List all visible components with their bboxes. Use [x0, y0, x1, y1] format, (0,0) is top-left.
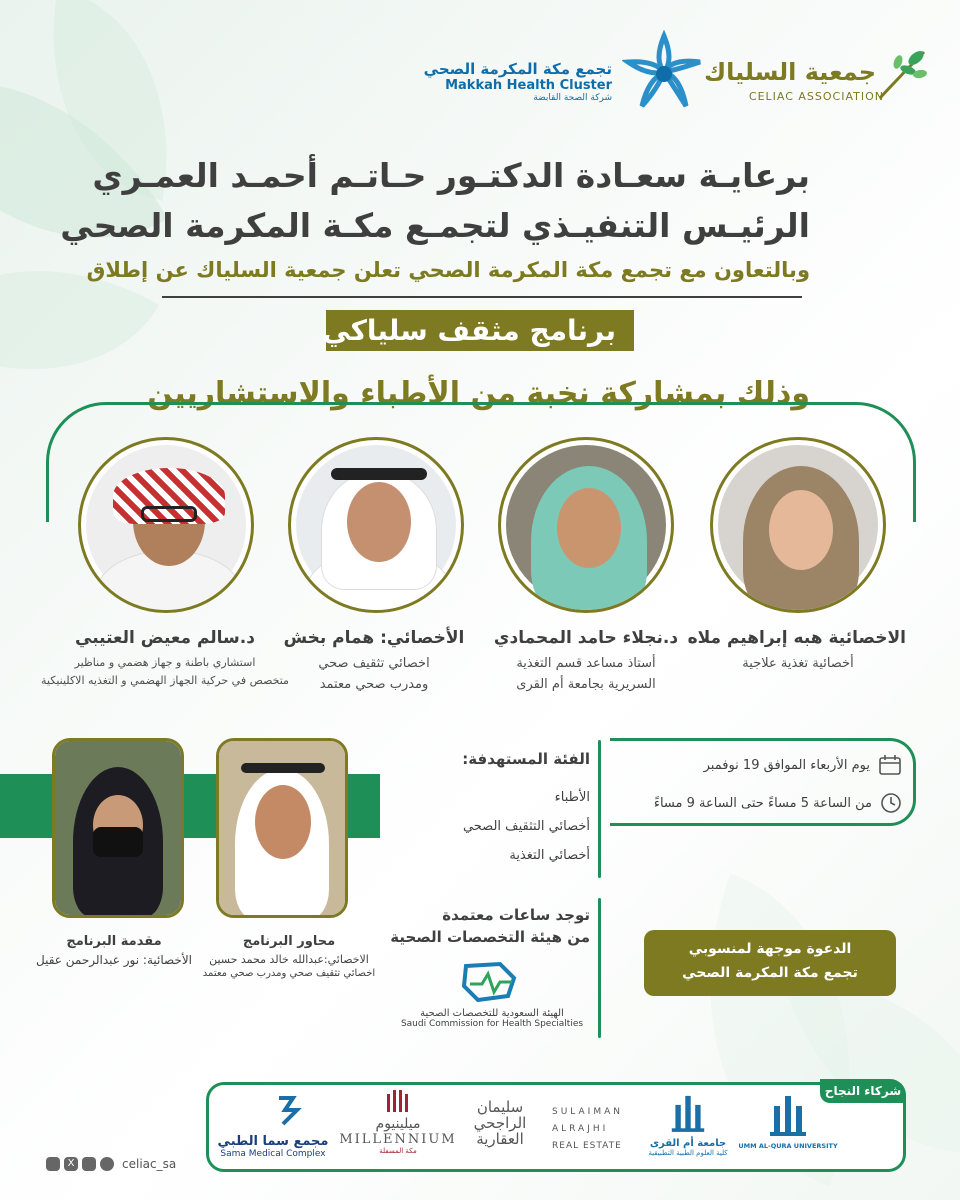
- millennium-emblem-icon: [385, 1090, 411, 1112]
- millennium-logo: [336, 1090, 460, 1166]
- speaker-name: د.سالم معيض العتيبي: [75, 628, 255, 648]
- schedule-time-row: [624, 792, 902, 814]
- invitation-box: [644, 930, 896, 996]
- social-handle[interactable]: celiac_sa: [122, 1157, 177, 1171]
- invite-line-2: تجمع مكة المكرمة الصحي: [682, 964, 858, 981]
- millennium-name-en: MILLENNIUM: [339, 1132, 457, 1147]
- title-line-3: وبالتعاون مع تجمع مكة المكرمة الصحي تعلن جمعية السلياك عن إطلاق: [86, 258, 810, 282]
- uqu-name-en: UMM AL-QURA UNIVERSITY: [738, 1142, 838, 1150]
- title-line-2: الرئيـس التنفيـذي لتجمـع مكـة المكرمة الصحي: [60, 206, 810, 245]
- credits-line-1: توجد ساعات معتمدة: [442, 906, 590, 924]
- partners-label: شركاء النجاح: [820, 1079, 906, 1103]
- sama-name-en: Sama Medical Complex: [220, 1149, 326, 1159]
- speaker-name: الاخصائية هبه إبراهيم ملاه: [687, 628, 906, 648]
- event-time: من الساعة 5 مساءً حتى الساعة 9 مساءً: [653, 795, 872, 811]
- speaker-card: [478, 628, 694, 696]
- rajhi-en-3: REAL ESTATE: [552, 1141, 622, 1152]
- audience-item: أخصائي التثقيف الصحي: [462, 819, 590, 834]
- uqu-logo: [738, 1092, 838, 1168]
- title-line-4: وذلك بمشاركة نخبة من الأطباء والاستشاريين: [147, 376, 810, 411]
- makkah-cluster-logo: [423, 60, 612, 103]
- speaker-card: [266, 628, 482, 696]
- makkah-emblem-icon: [622, 30, 706, 114]
- sama-emblem-icon: [243, 1090, 303, 1130]
- presenter-info: [14, 934, 214, 967]
- uqu-college-emblem-icon: [670, 1092, 706, 1134]
- rajhi-ar-1: سليمان: [476, 1098, 524, 1116]
- rajhi-ar-2: الراجحي: [473, 1113, 527, 1132]
- uqu-college-logo: [638, 1092, 738, 1168]
- millennium-name-ar: ميلينيوم: [375, 1116, 421, 1132]
- speaker-photo: [288, 437, 464, 613]
- speaker-title: ومدرب صحي معتمد: [319, 676, 429, 692]
- makkah-name-ar: تجمع مكة المكرمة الصحي: [423, 60, 612, 78]
- celiac-logo: [704, 44, 932, 108]
- clock-icon: [880, 792, 902, 814]
- makkah-name-en: Makkah Health Cluster: [445, 78, 612, 93]
- uqu-college-name: جامعة أم القرى: [649, 1138, 727, 1149]
- x-icon[interactable]: X: [64, 1157, 78, 1171]
- uqu-emblem-icon: [768, 1092, 808, 1138]
- scfhs-names: [394, 1008, 590, 1029]
- presenter-name: الأخصائية: نور عبدالرحمن عقيل: [36, 953, 192, 967]
- snapchat-icon[interactable]: [46, 1157, 60, 1171]
- celiac-name-en: CELIAC ASSOCIATION: [748, 90, 884, 103]
- invite-line-1: الدعوة موجهة لمنسوبي: [688, 941, 852, 957]
- makkah-sub: شركة الصحة القابضة: [533, 93, 612, 103]
- speaker-photo: [498, 437, 674, 613]
- speaker-name: د.نجلاء حامد المحمادي: [493, 628, 679, 648]
- scfhs-name-en: Saudi Commission for Health Specialties: [400, 1019, 584, 1029]
- moderator-name: الاخصائي:عبدالله خالد محمد حسين: [209, 953, 369, 966]
- scfhs-logo-icon: [460, 960, 520, 1004]
- speaker-title: اخصائي تثقيف صحي: [318, 656, 430, 671]
- celiac-name-ar: جمعية السلياك: [704, 58, 876, 86]
- title-line-1: برعايـة سعـادة الدكتـور حـاتـم أحمـد العمـري: [92, 156, 810, 195]
- moderator-info: [196, 934, 382, 979]
- moderator-role: محاور البرنامج: [242, 934, 336, 949]
- speaker-photo: [78, 437, 254, 613]
- speaker-card: [687, 628, 906, 675]
- audience-section: [400, 750, 590, 863]
- whatsapp-icon[interactable]: [100, 1157, 114, 1171]
- credits-line-2: من هيئة التخصصات الصحية: [390, 928, 590, 946]
- speaker-title: متخصص في حركية الجهاز الهضمي و التغذيه الاكلينيكية: [41, 673, 289, 687]
- credits-section: [380, 906, 590, 946]
- audience-item: أخصائي التغذية: [509, 848, 590, 863]
- sama-logo: [212, 1090, 334, 1168]
- frame-cut: [140, 396, 820, 410]
- presenter-role: مقدمة البرنامج: [66, 934, 162, 949]
- moderator-title: اخصائي تثقيف صحي ومدرب صحي معتمد: [202, 968, 376, 979]
- speaker-name: الأخصائي: همام بخش: [283, 628, 465, 648]
- sama-name-ar: مجمع سما الطبي: [217, 1134, 329, 1149]
- audience-divider: [598, 740, 601, 878]
- schedule-date-row: [624, 754, 902, 776]
- speaker-title: أستاذ مساعد قسم التغذية: [516, 656, 656, 671]
- speaker-photo: [710, 437, 886, 613]
- rajhi-en-2: ALRAJHI: [552, 1124, 609, 1135]
- credits-divider: [598, 898, 601, 1038]
- rajhi-ar-3: العقارية: [476, 1129, 524, 1148]
- speaker-title: أخصائية تغذية علاجية: [742, 656, 854, 671]
- instagram-icon[interactable]: [82, 1157, 96, 1171]
- audience-item: الأطباء: [554, 790, 590, 805]
- program-title: برنامج مثقف سلياكي: [326, 310, 634, 351]
- title-divider: [162, 296, 802, 298]
- event-date: يوم الأربعاء الموافق 19 نوفمبر: [703, 757, 870, 773]
- moderator-photo: [216, 738, 348, 918]
- speaker-card: [30, 628, 300, 689]
- millennium-sub: مكة المسفلة: [379, 1147, 417, 1155]
- audience-heading: الفئة المستهدفة:: [462, 750, 590, 768]
- speaker-title: استشاري باطنة و جهاز هضمي و مناظير: [74, 656, 256, 669]
- rajhi-en-1: SULAIMAN: [552, 1107, 623, 1117]
- presenter-photo: [52, 738, 184, 918]
- rajhi-logo: [460, 1100, 636, 1166]
- speaker-title: السريرية بجامعة أم القرى: [516, 676, 656, 692]
- social-bar: [46, 1157, 176, 1171]
- uqu-college-sub: كلية العلوم الطبية التطبيقية: [648, 1149, 728, 1157]
- calendar-icon: [878, 754, 902, 776]
- scfhs-name-ar: الهيئة السعودية للتخصصات الصحية: [420, 1008, 564, 1019]
